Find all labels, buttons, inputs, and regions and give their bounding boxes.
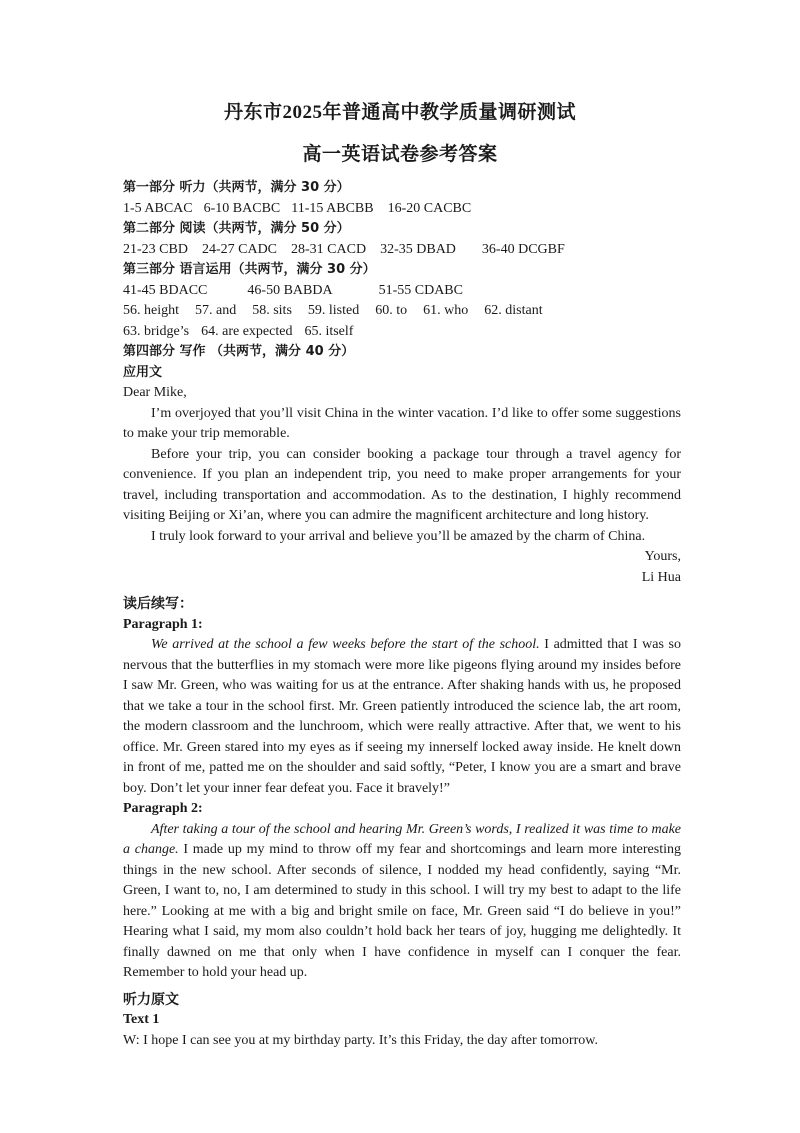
answer-group: 24-27 CADC <box>201 241 278 257</box>
fill-answer: 56. height <box>123 303 179 318</box>
fill-answer: 60. to <box>375 303 408 318</box>
answer-group: 36-40 DCGBF <box>481 241 565 257</box>
part2-answers <box>123 240 681 261</box>
answer-group: 32-35 DBAD <box>380 241 456 257</box>
part3-answers <box>123 281 681 302</box>
fill-answer: 64. are expected <box>201 323 293 339</box>
fill-answer: 59. listed <box>307 303 360 318</box>
fill-answer: 63. bridge’s <box>123 323 190 339</box>
paragraph2-text: I made up my mind to throw off my fear and shortcomings and learn more interesting things in the new school. After seconds of silence, I nodded my head confidently, saying “Mr. Green, I want to, no, I am determined to study in this school. I will try my best to adapt to the life here.” Looking at me with a big and bright smile on face, Mr. Green said “I do believe in you!” Hearing what I said, my mom also couldn’t hold back her tears of joy, hugging me delightedly. It finally dawned on me that only when I have confidence in myself can I conquer the fear. Remember to hold your head up. <box>123 842 682 980</box>
answer-group: 21-23 CBD <box>123 241 188 257</box>
continuation-paragraph-1 <box>123 635 681 799</box>
text1-label: Text 1 <box>123 1012 160 1027</box>
part2-heading: 第二部分 阅读（共两节，满分 50 分） <box>123 221 350 236</box>
fill-answer: 61. who <box>423 303 469 318</box>
letter-closing: Yours, <box>644 549 681 564</box>
text1-dialogue-line: W: I hope I can see you at my birthday party. It’s this Friday, the day after tomorrow. <box>123 1032 598 1048</box>
continuation-heading: 读后续写： <box>123 596 193 612</box>
fill-answer: 65. itself <box>304 323 354 339</box>
fill-answer: 62. distant <box>484 303 543 318</box>
part3-fill-row-2 <box>123 322 681 343</box>
paragraph2-label: Paragraph 2: <box>123 801 203 816</box>
part3-fill-row-1 <box>123 301 681 322</box>
answer-group: 28-31 CACD <box>291 241 367 257</box>
letter-paragraph: I’m overjoyed that you’ll visit China in the winter vacation. I’d like to offer some suggestions to make your trip memorable. <box>123 405 681 441</box>
paragraph1-text: I admitted that I was so nervous that the butterflies in my stomach were more like pigeons flying around my insides before I saw Mr. Green, who was waiting for us at the entrance. After shaking hands with us, he proposed that we take a tour in the school first. Mr. Green patiently introduced the science lab, the art room, the modern classroom and the lunchroom, which were really attractive. After that, we went to his office. Mr. Green stared into my eyes as if seeing my innerself locked away inside. He knelt down in front of me, patted me on the shoulder and said softly, “Peter, I know you are a smart and brave boy. Don’t let your inner fear defeat you. Face it bravely!” <box>123 637 681 796</box>
fill-answer: 57. and <box>195 303 237 318</box>
practical-writing-heading: 应用文 <box>123 364 163 380</box>
letter-signature: Li Hua <box>641 569 681 585</box>
document-body <box>123 178 681 1051</box>
part3-heading: 第三部分 语言运用（共两节，满分 30 分） <box>123 262 376 277</box>
paragraph1-label: Paragraph 1: <box>123 616 203 632</box>
answer-group: 41-45 BDACC <box>123 282 208 298</box>
letter-paragraph: I truly look forward to your arrival and believe you’ll be amazed by the charm of China. <box>151 528 646 544</box>
listening-transcript-heading: 听力原文 <box>123 991 179 1008</box>
answer-group: 6-10 BACBC <box>203 200 281 216</box>
answer-group: 1-5 ABCAC <box>123 200 193 216</box>
letter-paragraph: Before your trip, you can consider booking a package tour through a travel agency for convenience. If you plan an independent trip, you need to make proper arrangements for your travel, including transportation and accommodation. As to the destination, I highly recommend visiting Beijing or Xi’an, where you can admire the magnificent architecture and long history. <box>123 446 681 523</box>
document-subtitle: 高一英语试卷参考答案 <box>302 144 498 165</box>
answer-group: 51-55 CDABC <box>378 282 463 298</box>
continuation-paragraph-2 <box>123 820 681 984</box>
answer-group: 11-15 ABCBB <box>291 200 374 216</box>
paragraph2-lead-sentence: After taking a tour of the school and hearing Mr. Green’s words, I realized it was time to make a change. <box>123 821 681 857</box>
answer-group: 46-50 BABDA <box>247 282 333 298</box>
part1-heading: 第一部分 听力（共两节，满分 30 分） <box>123 180 350 195</box>
part4-heading: 第四部分 写作 （共两节，满分 40 分） <box>123 344 355 359</box>
part1-answers <box>123 199 681 220</box>
document-title: 丹东市2025年普通高中教学质量调研测试 <box>223 102 576 123</box>
answer-group: 16-20 CACBC <box>387 200 472 216</box>
letter-greeting: Dear Mike, <box>123 385 187 400</box>
paragraph1-lead-sentence: We arrived at the school a few weeks before the start of the school. <box>151 637 540 652</box>
fill-answer: 58. sits <box>252 303 292 318</box>
